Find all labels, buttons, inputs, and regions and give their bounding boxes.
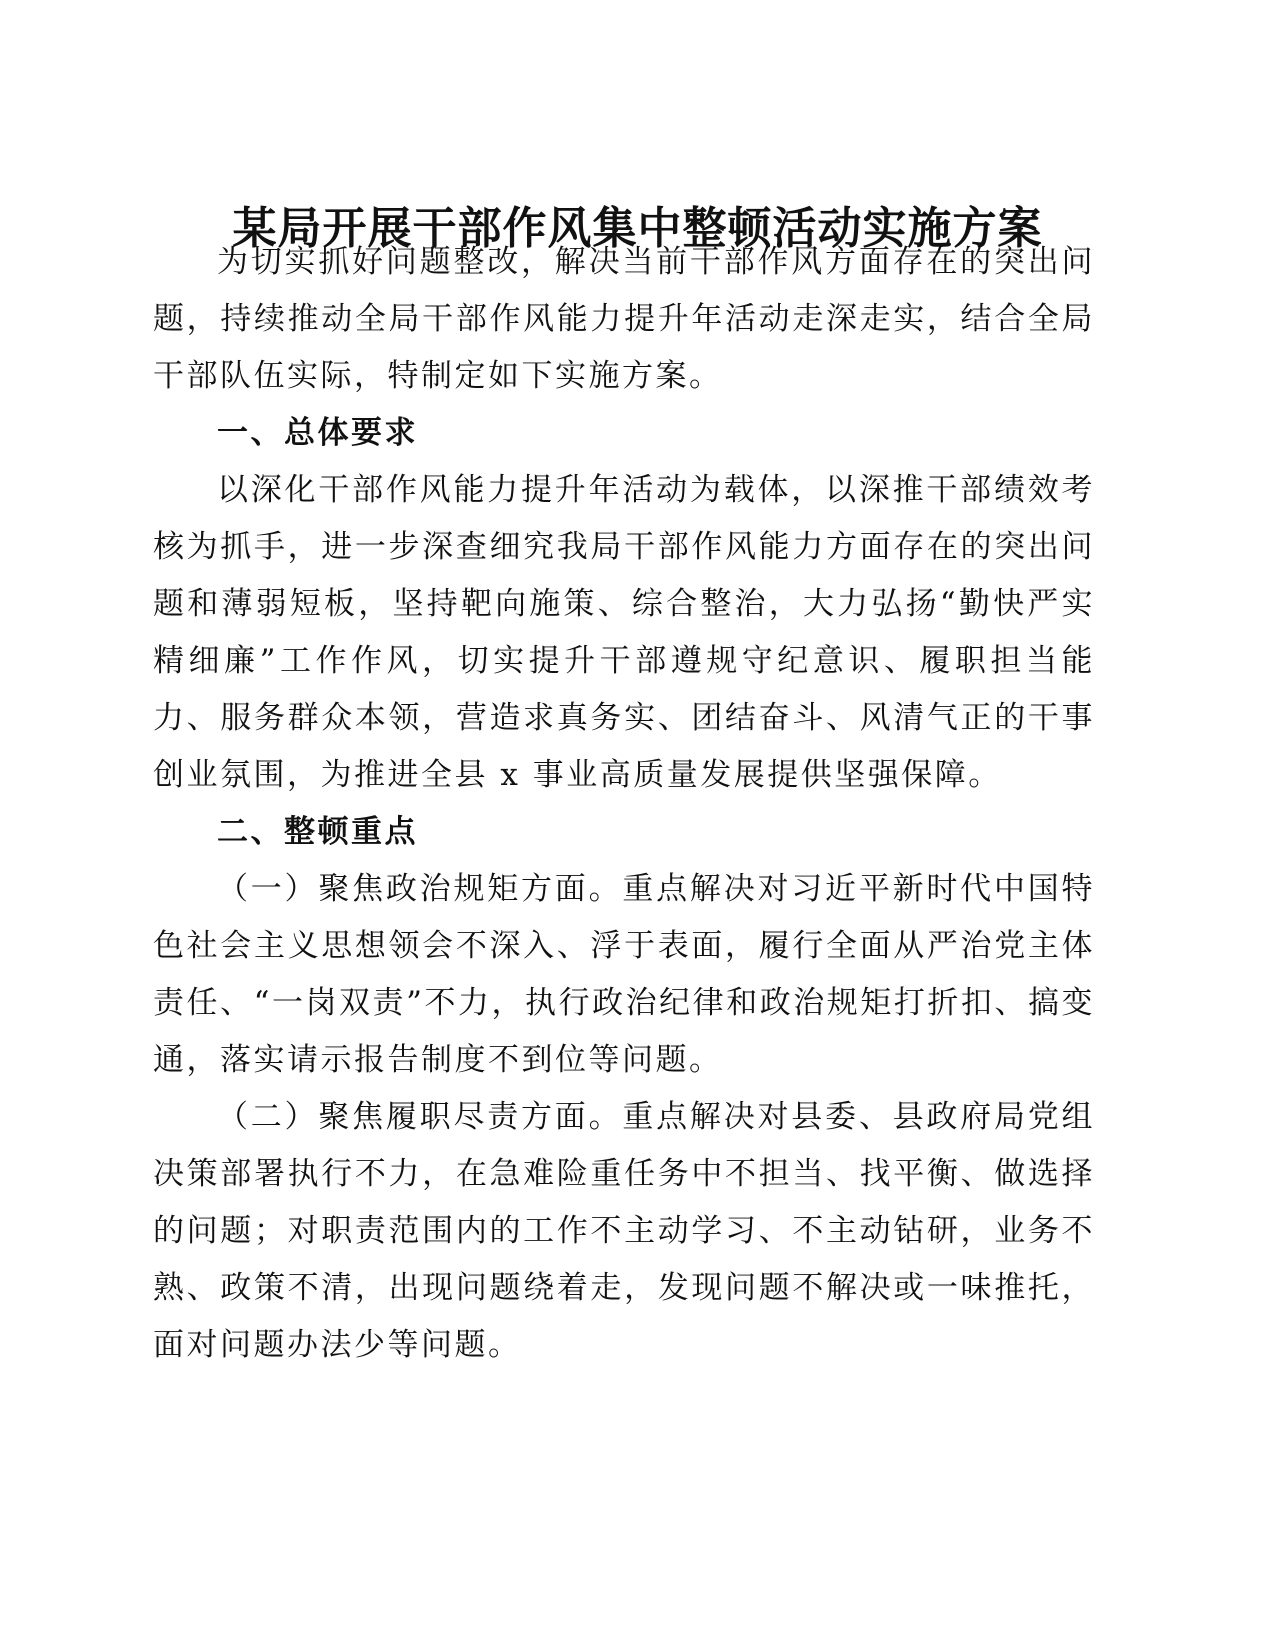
section-heading-rectification-focus: 二、整顿重点 bbox=[217, 814, 418, 850]
general-requirements-paragraph: 以深化干部作风能力提升年活动为载体，以深推干部绩效考核为抓手，进一步深查细究我局干部作风能力方面存在的突出问题和薄弱短板，坚持靶向施策、综合整治，大力弘扬“勤快严实精细廉”工作作风，切实提升干部遵规守纪意识、履职担当能力、服务群众本领，营造求真务实、团结奋斗、风清气正的干事创业氛围，为推进全县 x 事业高质量发展提供坚强保障。 bbox=[153, 472, 1095, 793]
section-heading-general-requirements: 一、总体要求 bbox=[217, 415, 418, 451]
intro-paragraph: 为切实抓好问题整改，解决当前干部作风方面存在的突出问题，持续推动全局干部作风能力提升年活动走深走实，结合全局干部队伍实际，特制定如下实施方案。 bbox=[153, 244, 1095, 394]
document-title: 某局开展干部作风集中整顿活动实施方案 bbox=[232, 203, 1043, 255]
focus-duty-performance-paragraph: （二）聚焦履职尽责方面。重点解决对县委、县政府局党组决策部署执行不力，在急难险重任务中不担当、找平衡、做选择的问题；对职责范围内的工作不主动学习、不主动钻研，业务不熟、政策不清，出现问题绕着走，发现问题不解决或一味推托，面对问题办法少等问题。 bbox=[153, 1099, 1095, 1363]
document-body bbox=[153, 234, 1095, 1374]
focus-political-rules-paragraph: （一）聚焦政治规矩方面。重点解决对习近平新时代中国特色社会主义思想领会不深入、浮于表面，履行全面从严治党主体责任、“一岗双责”不力，执行政治纪律和政治规矩打折扣、搞变通，落实请示报告制度不到位等问题。 bbox=[153, 871, 1095, 1078]
